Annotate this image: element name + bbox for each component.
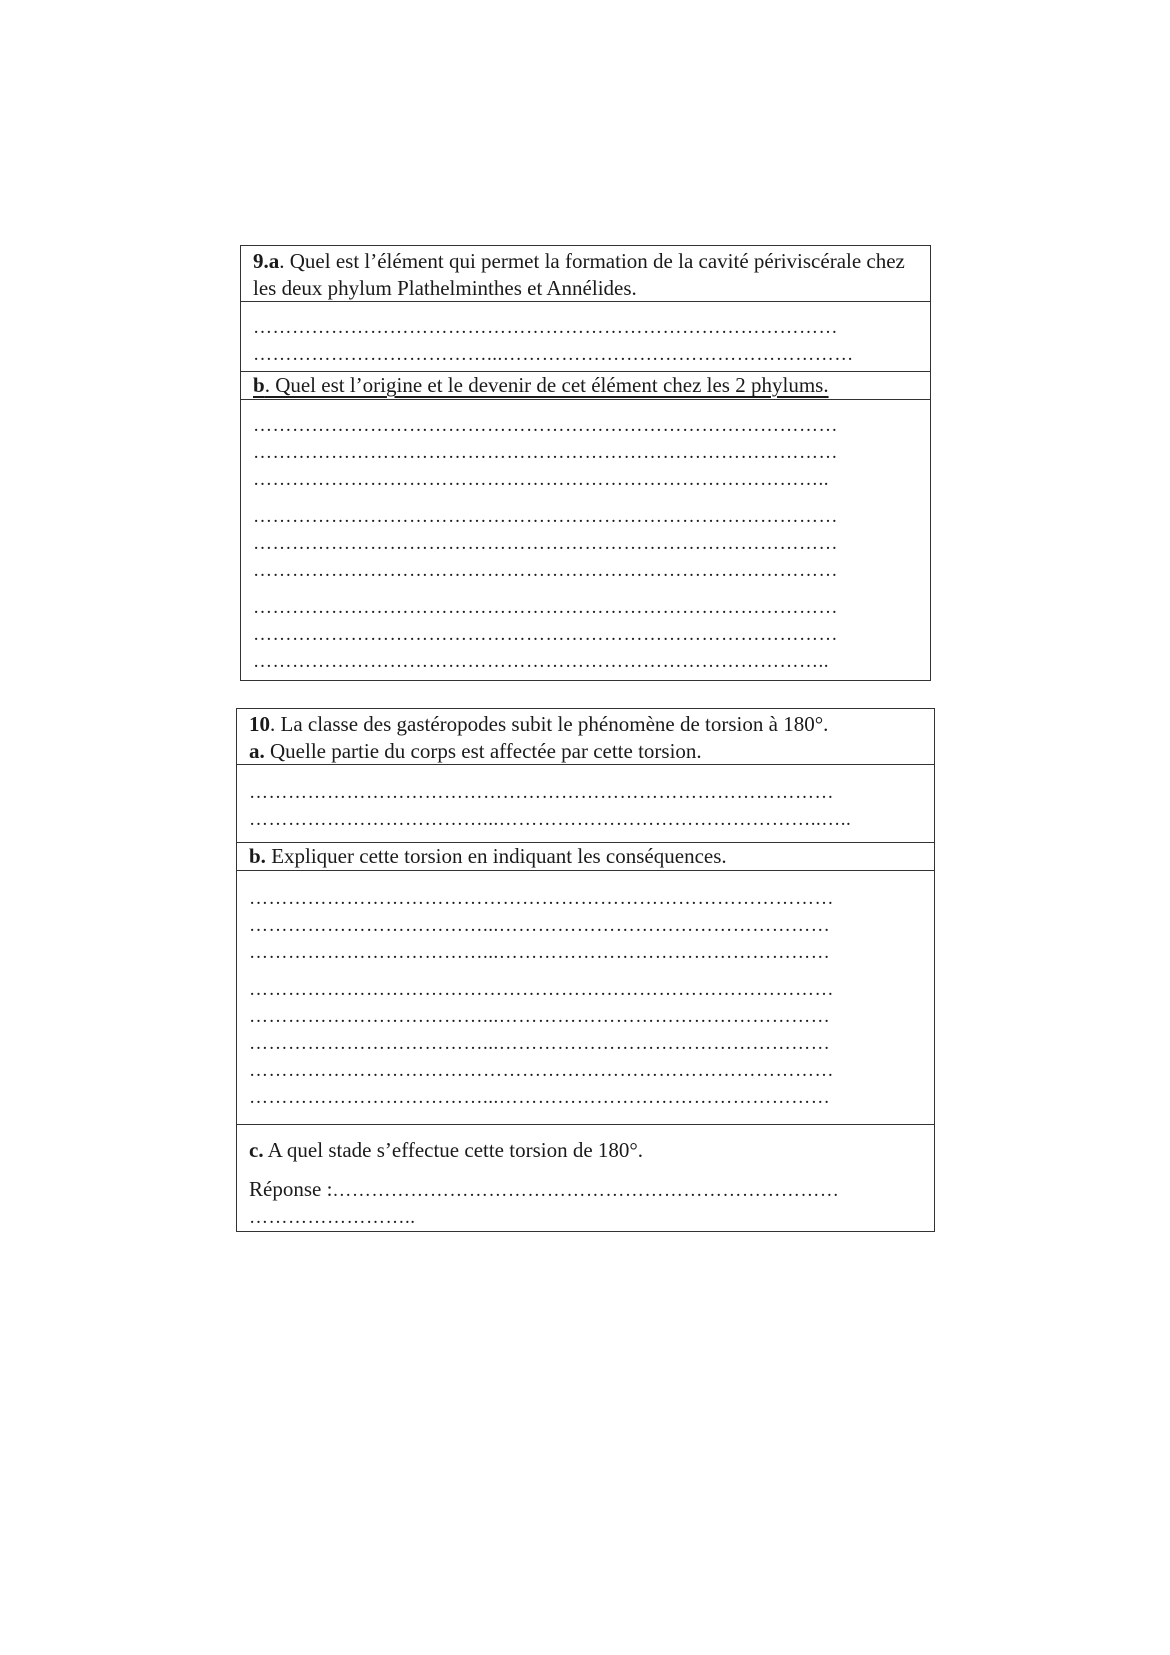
question-10-intro-text: . La classe des gastéropodes subit le phénomène de torsion à 180°.: [270, 712, 829, 736]
answer-line[interactable]: ………………………………...……………………………………………: [249, 1087, 831, 1108]
question-10a-text: Quelle partie du corps est affectée par cette torsion.: [264, 739, 702, 763]
answer-line[interactable]: ………………………………………………………………………………: [253, 442, 838, 463]
question-9b-text: . Quel est l’origine et le devenir de cet élément chez les 2 phylums.: [264, 373, 829, 397]
question-10c-text: A quel stade s’effectue cette torsion de 180°.: [263, 1138, 644, 1162]
question-10b-answer-area[interactable]: [237, 871, 934, 1125]
answer-line[interactable]: ………………………………...……………………………………………: [249, 1033, 831, 1054]
question-10a-heading: [249, 738, 926, 765]
answer-line[interactable]: ………………………………………………………………………………: [249, 1060, 834, 1081]
question-10-prompt: [237, 709, 934, 765]
question-10-number: 10: [249, 712, 270, 736]
question-10-intro: [249, 711, 926, 738]
question-9a-number: 9.a: [253, 249, 280, 273]
answer-line[interactable]: ………………………………………………………………………………: [253, 560, 838, 581]
response-dots-continued[interactable]: ……………………..: [249, 1207, 416, 1228]
answer-line[interactable]: ………………………………...……………………………………………: [249, 1006, 831, 1027]
answer-line[interactable]: ……………………………………………………………………………..: [253, 651, 829, 672]
question-9b-answer-area[interactable]: [241, 400, 930, 680]
answer-line[interactable]: ………………………………………………………………………………: [249, 888, 834, 909]
question-9a-prompt: [241, 246, 930, 302]
question-10c-number: c.: [249, 1138, 264, 1162]
answer-line[interactable]: ………………………………………………………………………………: [253, 506, 838, 527]
response-dots[interactable]: ……………………………………………………………………: [332, 1180, 840, 1201]
answer-line[interactable]: ………………………………………………………………………………: [253, 317, 838, 338]
question-10b-number: b.: [249, 844, 266, 868]
question-10a-number: a.: [249, 739, 265, 763]
question-10-table: [236, 708, 935, 1232]
answer-line[interactable]: ………………………………...………………………………………………: [253, 344, 854, 365]
question-10c-block: [237, 1125, 934, 1231]
question-10c-heading: [249, 1137, 926, 1164]
question-9b-heading: [253, 373, 829, 397]
answer-line[interactable]: ………………………………...…………………………………………..…..: [249, 809, 852, 830]
question-9b-prompt: [241, 372, 930, 400]
question-10a-answer-area[interactable]: [237, 765, 934, 843]
response-label: Réponse :: [249, 1177, 333, 1201]
question-10b-prompt: [237, 843, 934, 871]
answer-line[interactable]: ………………………………………………………………………………: [253, 624, 838, 645]
response-line[interactable]: [249, 1176, 926, 1204]
question-9a-text: . Quel est l’élément qui permet la formation de la cavité périviscérale chez les deux phylum Plathelminthes et Annélides.: [253, 249, 905, 300]
answer-line[interactable]: ………………………………………………………………………………: [253, 415, 838, 436]
answer-line[interactable]: ………………………………...……………………………………………: [249, 915, 831, 936]
answer-line[interactable]: ………………………………………………………………………………: [253, 533, 838, 554]
question-9a-answer-area[interactable]: [241, 302, 930, 372]
question-9b-number: b: [253, 373, 265, 397]
answer-line[interactable]: ………………………………………………………………………………: [249, 979, 834, 1000]
answer-line[interactable]: ………………………………………………………………………………: [249, 782, 834, 803]
answer-line[interactable]: ……………………………………………………………………………..: [253, 469, 829, 490]
answer-line[interactable]: ………………………………...……………………………………………: [249, 942, 831, 963]
question-10b-text: Expliquer cette torsion en indiquant les conséquences.: [265, 844, 727, 868]
question-9-table: [240, 245, 931, 681]
answer-line[interactable]: ………………………………………………………………………………: [253, 597, 838, 618]
